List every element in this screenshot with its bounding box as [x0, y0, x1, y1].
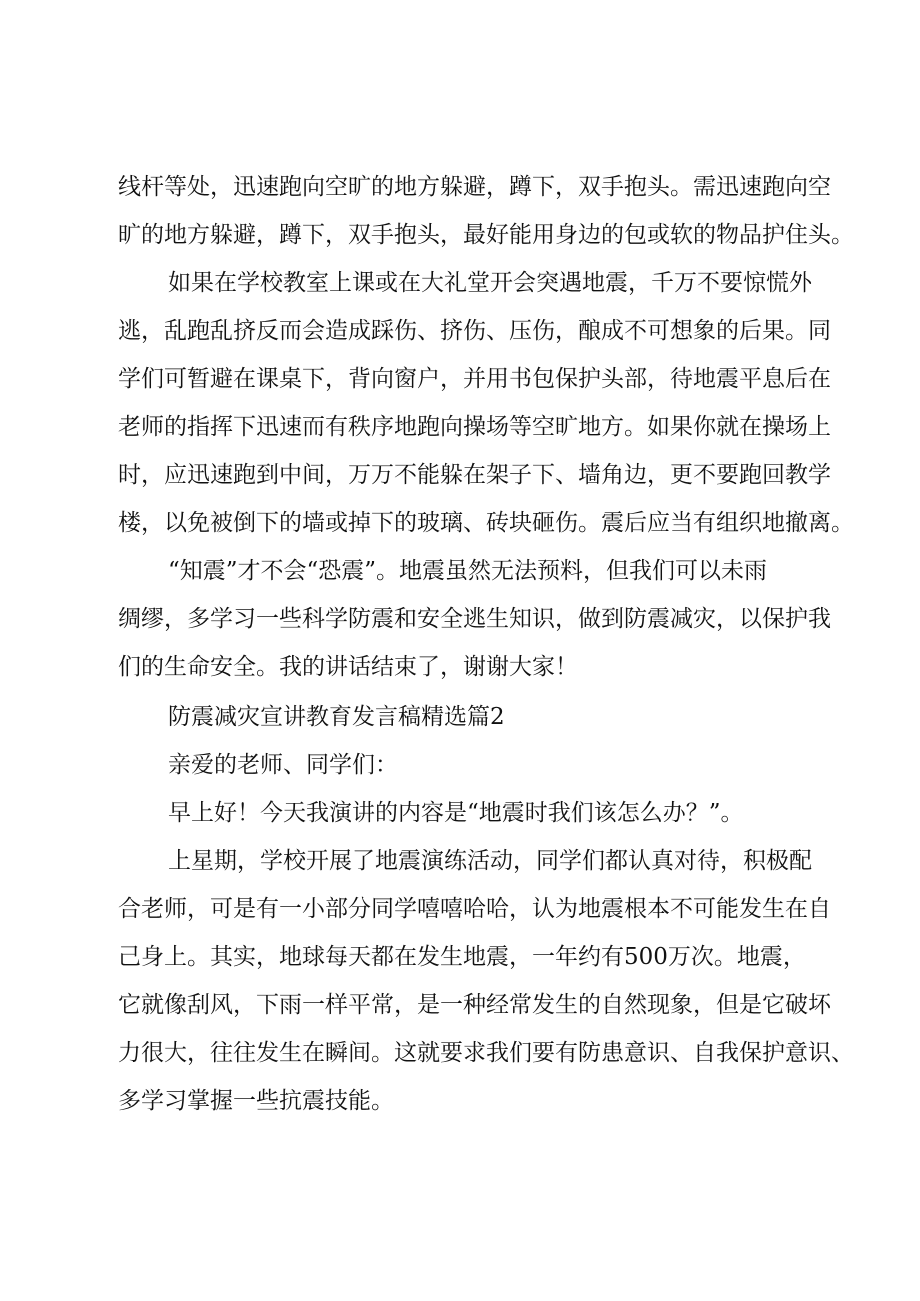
- paragraph-line: 旷的地方躲避，蹲下，双手抱头，最好能用身边的包或软的物品护住头。: [118, 222, 854, 248]
- paragraph-line: 楼，以免被倒下的墙或掉下的玻璃、砖块砸伤。震后应当有组织地撤离。: [118, 510, 854, 536]
- paragraph-line: 逃，乱跑乱挤反而会造成踩伤、挤伤、压伤，酿成不可想象的后果。同: [118, 318, 831, 344]
- paragraph-line: 己身上。其实，地球每天都在发生地震，一年约有500万次。地震，: [118, 944, 806, 970]
- paragraph-line: 早上好！今天我演讲的内容是“地震时我们该怎么办？”。: [168, 800, 744, 826]
- salutation: 亲爱的老师、同学们：: [168, 752, 398, 778]
- paragraph-line: “知震”才不会“恐震”。地震虽然无法预料，但我们可以未雨: [168, 558, 768, 584]
- paragraph-line: 合老师，可是有一小部分同学嘻嘻哈哈，认为地震根本不可能发生在自: [118, 896, 831, 922]
- paragraph-line: 上星期，学校开展了地震演练活动，同学们都认真对待，积极配: [168, 848, 812, 874]
- paragraph-line: 如果在学校教室上课或在大礼堂开会突遇地震，千万不要惊慌外: [168, 270, 812, 296]
- section-heading: 防震减灾宣讲教育发言稿精选篇2: [168, 704, 505, 730]
- paragraph-line: 线杆等处，迅速跑向空旷的地方躲避，蹲下，双手抱头。需迅速跑向空: [118, 174, 831, 200]
- paragraph-line: 时，应迅速跑到中间，万万不能躲在架子下、墙角边，更不要跑回教学: [118, 462, 831, 488]
- paragraph-line: 多学习掌握一些抗震技能。: [118, 1088, 394, 1114]
- paragraph-line: 学们可暂避在课桌下，背向窗户，并用书包保护头部，待地震平息后在: [118, 366, 831, 392]
- paragraph-line: 老师的指挥下迅速而有秩序地跑向操场等空旷地方。如果你就在操场上: [118, 414, 831, 440]
- paragraph-line: 们的生命安全。我的讲话结束了，谢谢大家！: [118, 654, 578, 680]
- paragraph-line: 它就像刮风，下雨一样平常，是一种经常发生的自然现象，但是它破坏: [118, 992, 831, 1018]
- paragraph-line: 力很大，往往发生在瞬间。这就要求我们要有防患意识、自我保护意识、: [118, 1040, 854, 1066]
- paragraph-line: 绸缪，多学习一些科学防震和安全逃生知识，做到防震减灾，以保护我: [118, 606, 831, 632]
